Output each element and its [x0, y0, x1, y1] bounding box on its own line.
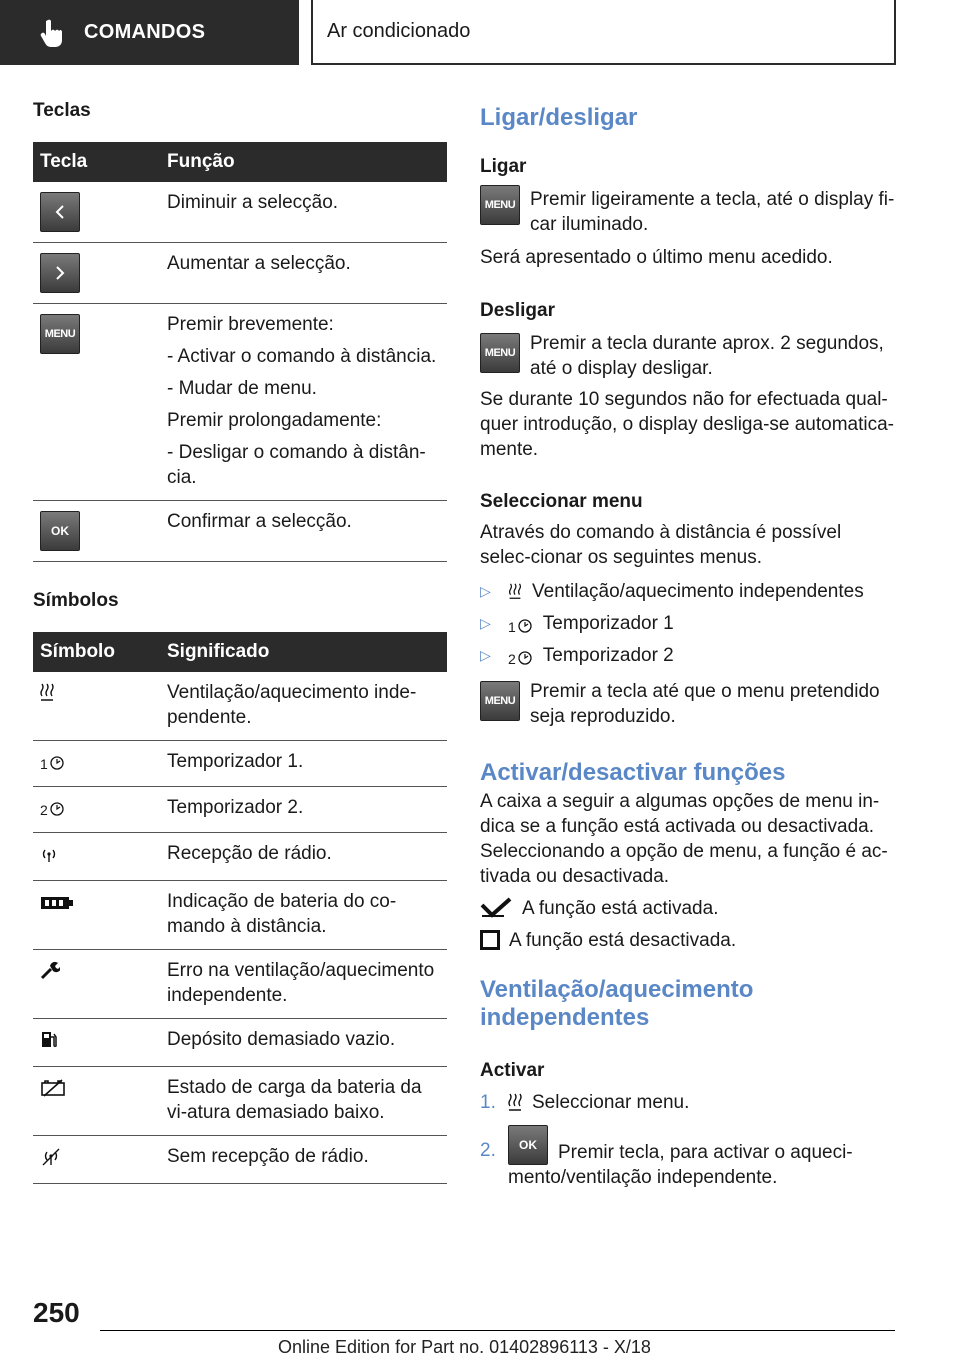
heading-on: Ligar — [480, 156, 527, 177]
on-result: Será apresentado o último menu acedido. — [480, 247, 833, 268]
table-row — [33, 741, 447, 787]
list-item — [480, 924, 895, 956]
heading-on-off: Ligar/desligar — [480, 104, 638, 131]
timer-number: 1 — [40, 756, 48, 772]
symbol-meaning: Erro na ventilação/aquecimento independente. — [157, 950, 447, 1019]
section-title: COMANDOS — [84, 21, 206, 43]
footer-rule — [100, 1330, 895, 1331]
menu-key-icon: MENU — [40, 314, 80, 354]
heading-off: Desligar — [480, 300, 555, 321]
select-menu-text: Através do comando à distância é possível selec-cionar os seguintes menus. — [480, 522, 842, 568]
symbols-col-meaning: Significado — [157, 632, 447, 672]
table-row — [33, 672, 447, 741]
topic-header — [311, 0, 896, 65]
left-column — [33, 100, 447, 1184]
right-column — [480, 100, 895, 1190]
symbol-meaning: Temporizador 1. — [157, 741, 447, 787]
timer-number: 2 — [508, 651, 516, 667]
menu-item-label: Temporizador 1 — [542, 612, 674, 634]
checkbox-unchecked-icon — [480, 930, 500, 950]
no-radio-signal-icon — [40, 1144, 62, 1166]
checkbox-checked-icon — [480, 897, 514, 919]
table-row — [33, 501, 447, 562]
triangle-bullet-icon: ▷ — [480, 614, 491, 631]
timer-number: 2 — [40, 802, 48, 818]
symbol-meaning: Sem recepção de rádio. — [157, 1136, 447, 1184]
fuel-icon — [40, 1027, 58, 1049]
cell-text: Premir prolongadamente: — [167, 410, 382, 431]
symbol-meaning: Estado de carga da bateria da vi-atura demasiado baixo. — [157, 1067, 447, 1136]
key-function: Confirmar a selecção. — [157, 501, 447, 562]
heater-icon — [508, 582, 522, 600]
keys-table — [33, 142, 447, 562]
heater-icon — [40, 680, 54, 702]
cell-text: - Activar o comando à distância. — [167, 346, 437, 367]
symbols-col-symbol: Símbolo — [33, 632, 157, 672]
section-tab — [0, 0, 299, 65]
topic-title: Ar condicionado — [327, 20, 471, 42]
table-row — [33, 1019, 447, 1067]
keys-heading: Teclas — [33, 100, 91, 121]
on-instruction: Premir ligeiramente a tecla, até o display fi-car iluminado. — [530, 189, 895, 235]
chevron-left-key-icon — [40, 192, 80, 232]
chevron-right-key-icon — [40, 253, 80, 293]
list-item — [480, 1090, 895, 1115]
table-row — [33, 243, 447, 304]
triangle-bullet-icon: ▷ — [480, 646, 491, 663]
list-item — [480, 575, 895, 607]
timer-1-icon — [508, 612, 533, 634]
list-item — [480, 1123, 895, 1190]
symbol-meaning: Recepção de rádio. — [157, 833, 447, 881]
heading-functions: Activar/desactivar funções — [480, 759, 786, 786]
symbols-heading: Símbolos — [33, 590, 119, 611]
table-row — [33, 833, 447, 881]
battery-icon — [40, 889, 74, 911]
heading-activate: Activar — [480, 1060, 545, 1081]
step-text-line-1: Premir tecla, para activar o aqueci- — [558, 1142, 853, 1163]
table-row — [33, 1067, 447, 1136]
table-row — [33, 182, 447, 243]
timer-number: 1 — [508, 619, 516, 635]
menu-item-label: Temporizador 2 — [542, 644, 674, 666]
step-text-line-2: mento/ventilação independente. — [508, 1167, 778, 1188]
symbol-meaning: Indicação de bateria do co-mando à distância. — [157, 881, 447, 950]
heater-icon — [508, 1092, 522, 1112]
menu-key-icon: MENU — [480, 333, 520, 373]
menu-key-icon: MENU — [480, 185, 520, 225]
table-row — [33, 1136, 447, 1184]
table-row — [33, 787, 447, 833]
symbol-meaning: Temporizador 2. — [157, 787, 447, 833]
timer-1-icon — [40, 749, 65, 771]
function-off-label: A função está desactivada. — [509, 929, 737, 951]
list-item — [480, 639, 895, 671]
symbol-meaning: Ventilação/aquecimento inde-pendente. — [157, 672, 447, 741]
symbols-table — [33, 632, 447, 1184]
menu-item-label: Ventilação/aquecimento independentes — [532, 580, 864, 602]
triangle-bullet-icon: ▷ — [480, 582, 491, 599]
function-on-label: A função está activada. — [522, 897, 719, 919]
table-row — [33, 881, 447, 950]
step-text: Seleccionar menu. — [532, 1092, 690, 1113]
timer-2-icon — [40, 795, 65, 817]
wrench-icon — [40, 958, 60, 980]
step-number: 2. — [480, 1140, 496, 1161]
keys-col-function: Função — [157, 142, 447, 182]
page-number: 250 — [33, 1297, 80, 1328]
heading-ventilation: Ventilação/aquecimento independentes — [480, 976, 754, 1031]
off-result: Se durante 10 segundos não for efectuada qual-quer introdução, o display desliga-se automatica-mente. — [480, 389, 895, 460]
edition-note: Online Edition for Part no. 01402896113 - X/18 — [278, 1337, 651, 1357]
menu-press-instruction: Premir a tecla até que o menu pretendido seja reproduzido. — [530, 681, 880, 727]
ok-key-icon: OK — [40, 511, 80, 551]
table-row — [33, 304, 447, 501]
list-item — [480, 607, 895, 639]
cell-text: - Desligar o comando à distân-cia. — [167, 442, 426, 488]
timer-2-icon — [508, 644, 533, 666]
radio-signal-icon — [40, 841, 58, 863]
key-function: Diminuir a selecção. — [157, 182, 447, 243]
symbol-meaning: Depósito demasiado vazio. — [157, 1019, 447, 1067]
menu-key-icon: MENU — [480, 681, 520, 721]
hand-icon — [40, 18, 66, 48]
cell-text: Premir brevemente: — [167, 314, 334, 335]
key-function — [157, 304, 447, 501]
car-battery-low-icon — [40, 1075, 66, 1097]
key-function: Aumentar a selecção. — [157, 243, 447, 304]
functions-text: A caixa a seguir a algumas opções de menu in-dica se a função está activada ou desactivada. Seleccionando a opção de menu, a função é ac-tivada ou desactivada. — [480, 791, 888, 887]
cell-text: - Mudar de menu. — [167, 378, 317, 399]
ok-key-icon: OK — [508, 1125, 548, 1165]
table-row — [33, 950, 447, 1019]
heading-select-menu: Seleccionar menu — [480, 491, 643, 512]
step-number: 1. — [480, 1092, 496, 1113]
off-instruction: Premir a tecla durante aprox. 2 segundos, até o display desligar. — [530, 333, 884, 379]
keys-col-key: Tecla — [33, 142, 157, 182]
list-item — [480, 892, 895, 924]
